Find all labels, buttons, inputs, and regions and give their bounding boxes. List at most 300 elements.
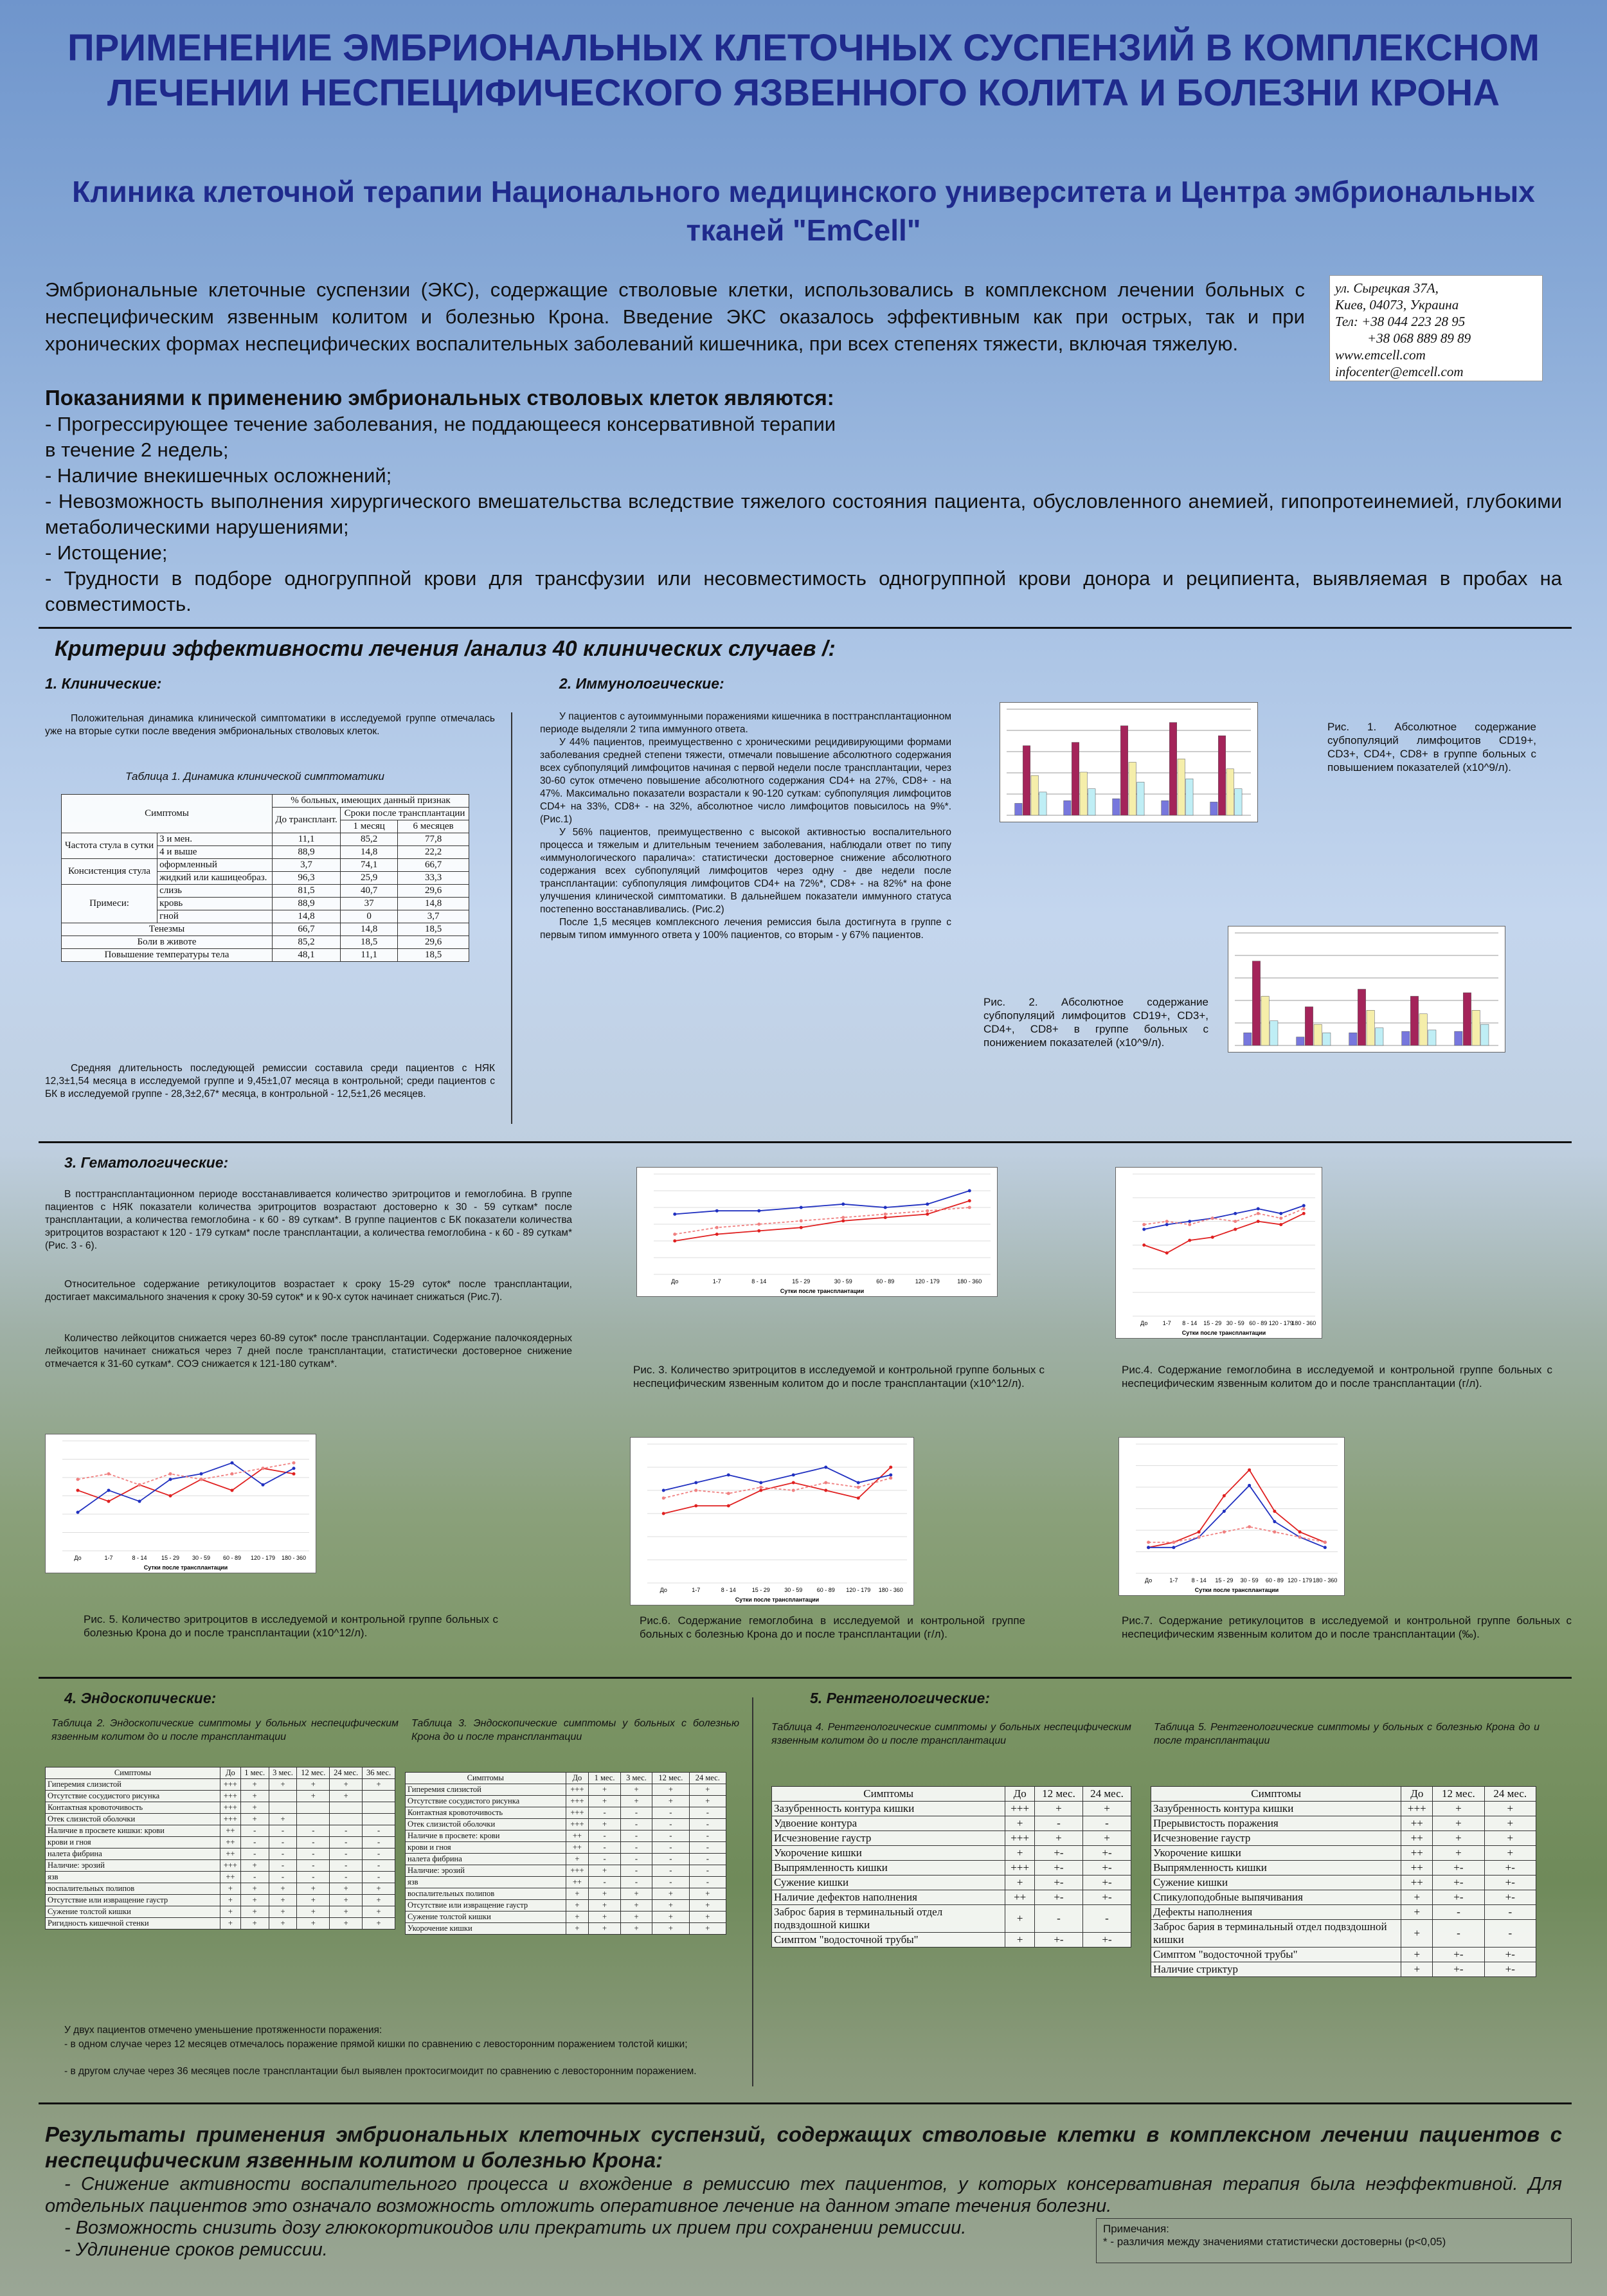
data-point	[1223, 1530, 1226, 1533]
data-point	[727, 1474, 730, 1477]
value-cell: -	[1433, 1920, 1484, 1948]
value-cell: +	[1401, 1948, 1433, 1962]
value-cell: -	[1484, 1920, 1536, 1948]
value-cell: +	[297, 1883, 330, 1895]
x-tick-label: 30 - 59	[1226, 1320, 1244, 1326]
x-tick-label: 180 - 360	[281, 1555, 307, 1561]
bar	[1297, 1037, 1304, 1045]
table-row	[46, 1802, 395, 1814]
value-cell: 66,7	[398, 859, 469, 872]
notes-box	[1096, 2218, 1572, 2263]
symptom-cell: крови и гноя	[406, 1842, 566, 1854]
x-tick-label: 1-7	[1169, 1577, 1178, 1584]
data-point	[1273, 1530, 1276, 1533]
symptom-cell: Выпрямленность кишки	[772, 1861, 1005, 1876]
value-cell: -	[269, 1837, 297, 1849]
table-row	[1151, 1831, 1536, 1846]
indication-item: - Невозможность выполнения хирургического вмешательства вследствие тяжелого состояния пациента, обусловленного анемией, гипопротеинемией, глубокими метаболическими нарушениями;	[45, 490, 1562, 538]
value-cell: +	[1082, 1831, 1131, 1846]
figure-6-line-chart	[630, 1437, 914, 1605]
value-cell: 96,3	[272, 872, 340, 885]
series-line	[675, 1191, 970, 1214]
contact-line: +38 068 889 89 89	[1367, 330, 1471, 346]
value-cell: +++	[220, 1860, 241, 1872]
data-point	[292, 1472, 296, 1476]
value-cell: 37	[341, 898, 398, 910]
value-cell: 81,5	[272, 885, 340, 898]
table-row	[62, 923, 469, 936]
value-cell: +	[269, 1883, 297, 1895]
data-point	[926, 1209, 929, 1213]
data-point	[884, 1213, 887, 1216]
data-point	[824, 1489, 827, 1492]
table-row	[772, 1905, 1131, 1933]
value-cell: +++	[220, 1791, 241, 1802]
value-cell: -	[330, 1872, 363, 1883]
value-cell: +	[1005, 1876, 1035, 1890]
table-header: До	[1005, 1787, 1035, 1802]
symptom-cell: Отсутствие сосудистого рисунка	[46, 1791, 220, 1802]
bar	[1410, 996, 1418, 1045]
table-row	[62, 859, 469, 872]
symptom-cell: Укорочение кишки	[406, 1923, 566, 1935]
value-cell	[363, 1791, 395, 1802]
clinical-footer: Средняя длительность последующей ремиссии составила среди пациентов с НЯК 12,3±1,54 месяца в исследуемой группе и 9,45±1,07 месяца в контрольной; среди пациентов с БК в исследуемой группе - 28,3±2,67* месяца, в контрольной - 12,5±1,26 месяцев.	[45, 1063, 495, 1099]
data-point	[884, 1206, 887, 1209]
value-cell: +	[330, 1779, 363, 1791]
table-row	[772, 1933, 1131, 1948]
symptom-cell: оформленный	[157, 859, 273, 872]
symptom-cell: воспалительных полипов	[406, 1888, 566, 1900]
value-cell: +++	[1005, 1831, 1035, 1846]
bar	[1186, 779, 1193, 815]
contact-line: Киев, 04073, Украина	[1335, 297, 1459, 312]
value-cell: -	[1082, 1816, 1131, 1831]
value-cell: +	[620, 1912, 652, 1923]
value-cell: +++	[220, 1802, 241, 1814]
value-cell	[330, 1802, 363, 1814]
symptom-cell: Сужение толстой кишки	[406, 1912, 566, 1923]
value-cell: +++	[566, 1796, 589, 1807]
x-tick-label: 60 - 89	[222, 1555, 242, 1561]
bar	[1162, 800, 1169, 815]
value-cell: +	[589, 1796, 620, 1807]
value-cell: 18,5	[398, 949, 469, 962]
symptom-cell: Наличие в просвете: крови	[406, 1830, 566, 1842]
immuno-heading: 2. Иммунологические:	[559, 675, 724, 692]
data-point	[76, 1488, 80, 1492]
value-cell: +	[269, 1906, 297, 1918]
value-cell: +	[589, 1819, 620, 1830]
symptom-cell: Удвоение контура	[772, 1816, 1005, 1831]
x-tick-label: 1-7	[692, 1587, 701, 1593]
value-cell: ++	[220, 1872, 241, 1883]
value-cell: ++	[566, 1842, 589, 1854]
table-row	[1151, 1846, 1536, 1861]
series-line	[675, 1201, 970, 1241]
value-cell: +++	[1005, 1802, 1035, 1816]
value-cell: +	[689, 1900, 726, 1912]
table-header: 12 мес.	[1433, 1787, 1484, 1802]
symptom-group: Примеси:	[62, 885, 157, 923]
symptom-cell: Контактная кровоточивость	[406, 1807, 566, 1819]
table-header: 1 мес.	[589, 1773, 620, 1784]
data-point	[857, 1481, 860, 1485]
value-cell: +++	[566, 1784, 589, 1796]
data-point	[1279, 1223, 1282, 1226]
data-point	[792, 1489, 795, 1492]
value-cell: +-	[1082, 1890, 1131, 1905]
value-cell: +-	[1484, 1962, 1536, 1977]
data-point	[138, 1483, 141, 1487]
data-point	[759, 1481, 762, 1485]
x-tick-label: 60 - 89	[1249, 1320, 1268, 1326]
data-point	[1172, 1541, 1175, 1544]
value-cell: 3,7	[272, 859, 340, 872]
table-row	[46, 1791, 395, 1802]
x-tick-label: 180 - 360	[957, 1278, 982, 1285]
x-tick-label: 1-7	[712, 1278, 721, 1285]
value-cell: -	[652, 1865, 689, 1877]
value-cell: +	[1005, 1816, 1035, 1831]
x-tick-label: До	[671, 1278, 679, 1285]
table-row	[1151, 1905, 1536, 1920]
symptom-cell: Гиперемия слизистой	[406, 1784, 566, 1796]
divider	[39, 1677, 1572, 1679]
x-tick-label: 1-7	[104, 1555, 113, 1561]
value-cell: -	[363, 1837, 395, 1849]
table-row	[1151, 1890, 1536, 1905]
value-cell: +	[566, 1854, 589, 1865]
value-cell: +	[269, 1779, 297, 1791]
figure-4-line-chart	[1115, 1167, 1322, 1339]
value-cell: +-	[1082, 1876, 1131, 1890]
value-cell: -	[1484, 1905, 1536, 1920]
data-point	[841, 1216, 845, 1219]
symptom-cell: Укорочение кишки	[1151, 1846, 1401, 1861]
data-point	[200, 1478, 203, 1481]
data-point	[1324, 1541, 1327, 1544]
data-point	[1211, 1236, 1214, 1239]
value-cell: -	[620, 1854, 652, 1865]
data-point	[1257, 1212, 1260, 1215]
data-point	[841, 1219, 845, 1222]
symptom-cell: налета фибрина	[46, 1849, 220, 1860]
table-row	[1151, 1920, 1536, 1948]
symptom-cell: Симптом "водосточной трубы"	[772, 1933, 1005, 1948]
symptom-cell: Укорочение кишки	[772, 1846, 1005, 1861]
value-cell: 25,9	[341, 872, 398, 885]
value-cell: +	[240, 1918, 269, 1930]
poster-subtitle: Клиника клеточной терапии Национального медицинского университета и Центра эмбриональных тканей "EmCell"	[72, 175, 1535, 247]
table-row	[772, 1846, 1131, 1861]
data-point	[1172, 1546, 1175, 1549]
data-point	[1257, 1220, 1260, 1223]
value-cell: +-	[1082, 1933, 1131, 1948]
endo-heading: 4. Эндоскопические:	[64, 1690, 217, 1706]
table-5	[1151, 1786, 1536, 1977]
fig4-caption: Рис.4. Содержание гемоглобина в исследуемой и контрольной группе больных с неспецифическим язвенным колитом до и после трансплантации (г/л).	[1122, 1364, 1552, 1389]
hemato-paragraph: Количество лейкоцитов снижается через 60-89 суток* после трансплантации. Содержание палочкоядерных лейкоцитов начинает снижаться через 7 дней после трансплантации, статистически достоверное снижение отмечается к 31-60 суткам*. СОЭ снижается к 121-180 суткам*.	[45, 1333, 572, 1369]
data-point	[292, 1467, 296, 1470]
bar	[1226, 769, 1234, 815]
intro-text: Эмбриональные клеточные суспензии (ЭКС), содержащие стволовые клетки, использовались в комплексном лечении больных с неспецифическим язвенным колитом и болезнью Крона. Введение ЭКС оказалось эффективным как при острых, так и при хронических формах неспецифических воспалительных заболеваний кишечника, при всех степенях тяжести, включая тяжелую.	[45, 278, 1305, 355]
value-cell: 14,8	[398, 898, 469, 910]
value-cell: +	[589, 1888, 620, 1900]
symptom-cell: Повышение температуры тела	[62, 949, 273, 962]
value-cell: -	[689, 1865, 726, 1877]
value-cell: +	[689, 1796, 726, 1807]
value-cell: +-	[1433, 1962, 1484, 1977]
value-cell: +	[589, 1923, 620, 1935]
value-cell: -	[297, 1825, 330, 1837]
value-cell: +	[220, 1883, 241, 1895]
value-cell: +	[652, 1923, 689, 1935]
table-header: Симптомы	[62, 795, 273, 833]
value-cell	[269, 1791, 297, 1802]
x-axis-label: Сутки после трансплантации	[1194, 1587, 1279, 1593]
bar	[1419, 1014, 1427, 1045]
symptom-cell: 4 и выше	[157, 846, 273, 859]
data-point	[169, 1472, 172, 1476]
poster-title: ПРИМЕНЕНИЕ ЭМБРИОНАЛЬНЫХ КЛЕТОЧНЫХ СУСПЕНЗИЙ В КОМПЛЕКСНОМ ЛЕЧЕНИИ НЕСПЕЦИФИЧЕСКОГО ЯЗВЕННОГО КОЛИТА И БОЛЕЗНИ КРОНА	[67, 27, 1540, 114]
value-cell: 40,7	[341, 885, 398, 898]
symptom-cell: Дефекты наполнения	[1151, 1905, 1401, 1920]
x-tick-label: 15 - 29	[1203, 1320, 1222, 1326]
bar	[1113, 799, 1120, 815]
value-cell: ++	[1401, 1846, 1433, 1861]
endo-footer: У двух пациентов отмечено уменьшение протяженности поражения:	[64, 2025, 382, 2036]
table-row	[1151, 1816, 1536, 1831]
value-cell: +	[689, 1912, 726, 1923]
x-tick-label: 180 - 360	[878, 1587, 903, 1593]
data-point	[800, 1219, 803, 1222]
xray-heading: 5. Рентгенологические:	[810, 1690, 990, 1706]
value-cell: +-	[1433, 1890, 1484, 1905]
x-tick-label: 30 - 59	[784, 1587, 803, 1593]
data-point	[968, 1189, 971, 1193]
table-row	[406, 1877, 726, 1888]
table-header-row	[1151, 1787, 1536, 1802]
endo-footer: - в другом случае через 36 месяцев после трансплантации был выявлен проктосигмоидит по сравнению с левосторонним поражением.	[64, 2066, 697, 2077]
x-tick-label: 120 - 179	[1268, 1320, 1293, 1326]
symptom-cell: жидкий или кашицеобраз.	[157, 872, 273, 885]
data-point	[1257, 1207, 1260, 1211]
symptom-cell: Наличие: эрозий	[406, 1865, 566, 1877]
value-cell: +	[689, 1784, 726, 1796]
value-cell: -	[689, 1807, 726, 1819]
data-point	[715, 1233, 719, 1236]
value-cell: +	[240, 1779, 269, 1791]
series-line	[1149, 1527, 1325, 1542]
data-point	[727, 1492, 730, 1495]
immuno-paragraph: У 44% пациентов, преимущественно с хроническими рецидивирующими формами заболевания средней степени тяжести, отмечали повышение абсолютного содержания всех субпопуляций лимфоцитов начиная с первой недели после трансплантации, через 30-60 суток отмечено повышение абсолютного содержания CD4+ на 27%, CD8+ - на 47%. Максимально показатели возрастали к 90-120 суткам: субпопуляция лимфоцитов CD4+ на 33%, CD8+ - на 32%, абсолютное число лимфоцитов повысилось на 9%*. (Рис.1)	[540, 737, 951, 825]
value-cell: -	[689, 1877, 726, 1888]
table-row	[1151, 1948, 1536, 1962]
bar	[1210, 802, 1217, 815]
table1-caption: Таблица 1. Динамика клинической симптоматики	[125, 770, 384, 782]
value-cell: +	[297, 1779, 330, 1791]
figure-5-line-chart	[45, 1434, 316, 1573]
value-cell: 22,2	[398, 846, 469, 859]
data-point	[857, 1497, 860, 1500]
contact-line: infocenter@emcell.com	[1335, 364, 1464, 379]
fig7-caption: Рис.7. Содержание ретикулоцитов в исследуемой и контрольной группе больных с неспецифическим язвенным колитом до и после трансплантации (‰).	[1122, 1614, 1572, 1640]
value-cell: +	[1433, 1816, 1484, 1831]
symptom-cell: Исчезновение гаустр	[772, 1831, 1005, 1846]
value-cell: +++	[220, 1779, 241, 1791]
bar	[1376, 1028, 1383, 1045]
value-cell: +	[330, 1906, 363, 1918]
bar	[1080, 772, 1087, 815]
value-cell: +	[269, 1814, 297, 1825]
value-cell: +-	[1484, 1876, 1536, 1890]
value-cell: ++	[566, 1830, 589, 1842]
value-cell: +	[1401, 1890, 1433, 1905]
table-header: 3 мес.	[269, 1767, 297, 1779]
value-cell: -	[1433, 1905, 1484, 1920]
table3-caption: Таблица 3. Эндоскопические симптомы у больных с болезнью Крона до и после трансплантации	[411, 1718, 739, 1742]
bar	[1129, 763, 1136, 816]
bar	[1472, 1010, 1480, 1045]
table4-caption: Таблица 4. Рентгенологические симптомы у больных неспецифическим язвенным колитом до и после трансплантации	[771, 1722, 1131, 1746]
data-point	[107, 1472, 111, 1476]
table-header-row	[772, 1787, 1131, 1802]
contact-line: ул. Сырецкая 37А,	[1335, 280, 1439, 296]
value-cell: +-	[1034, 1890, 1082, 1905]
symptom-cell: гной	[157, 910, 273, 923]
bar	[1039, 792, 1046, 815]
bar	[1178, 759, 1185, 815]
value-cell: +	[297, 1906, 330, 1918]
value-cell: 85,2	[341, 833, 398, 846]
value-cell: +	[1401, 1920, 1433, 1948]
table-row	[406, 1854, 726, 1865]
value-cell: -	[620, 1819, 652, 1830]
value-cell: ++	[1401, 1861, 1433, 1876]
data-point	[1248, 1525, 1251, 1528]
immuno-paragraph: После 1,5 месяцев комплексного лечения ремиссия была достигнута в группе с первым типом иммунного ответа у 100% пациентов, со вторым - у 67% пациентов.	[540, 917, 951, 941]
data-point	[1223, 1494, 1226, 1497]
data-point	[889, 1476, 892, 1479]
hemato-heading: 3. Гематологические:	[64, 1154, 229, 1171]
data-point	[889, 1466, 892, 1469]
value-cell: +-	[1484, 1890, 1536, 1905]
table-row	[46, 1872, 395, 1883]
data-point	[889, 1474, 892, 1477]
value-cell: 88,9	[272, 898, 340, 910]
x-tick-label: До	[1145, 1577, 1153, 1584]
value-cell: +	[240, 1860, 269, 1872]
table-row	[46, 1906, 395, 1918]
value-cell: +	[269, 1918, 297, 1930]
value-cell: +	[1005, 1933, 1035, 1948]
note-title: Примечания:	[1103, 2223, 1169, 2235]
table-1	[61, 794, 469, 962]
data-point	[926, 1213, 929, 1216]
table-row	[772, 1861, 1131, 1876]
bar	[1314, 1024, 1322, 1045]
value-cell: +-	[1034, 1933, 1082, 1948]
x-tick-label: До	[1140, 1320, 1148, 1326]
data-point	[1298, 1530, 1302, 1533]
value-cell: -	[652, 1877, 689, 1888]
value-cell: +	[652, 1784, 689, 1796]
data-point	[1142, 1223, 1145, 1226]
value-cell: +	[652, 1900, 689, 1912]
bar	[1088, 789, 1095, 815]
value-cell: -	[1034, 1816, 1082, 1831]
value-cell: -	[363, 1849, 395, 1860]
symptom-cell: Наличие в просвете кишки: крови	[46, 1825, 220, 1837]
bar	[1481, 1024, 1489, 1045]
data-point	[673, 1240, 676, 1243]
table-row	[406, 1784, 726, 1796]
x-tick-label: 120 - 179	[250, 1555, 276, 1561]
data-point	[757, 1223, 760, 1226]
symptom-cell: налета фибрина	[406, 1854, 566, 1865]
divider	[39, 2102, 1572, 2104]
x-tick-label: 120 - 179	[1288, 1577, 1313, 1584]
table-row	[772, 1831, 1131, 1846]
value-cell: +	[297, 1918, 330, 1930]
indications-heading: Показаниями к применению эмбриональных стволовых клеток являются:	[45, 386, 834, 410]
x-tick-label: 120 - 179	[846, 1587, 871, 1593]
bar	[1169, 723, 1176, 815]
value-cell: ++	[1401, 1831, 1433, 1846]
data-point	[824, 1466, 827, 1469]
x-axis-label: Сутки после трансплантации	[780, 1288, 865, 1294]
value-cell: -	[297, 1872, 330, 1883]
value-cell	[297, 1814, 330, 1825]
column-divider	[752, 1697, 753, 2086]
data-point	[757, 1229, 760, 1233]
bar	[1218, 736, 1225, 815]
x-tick-label: 30 - 59	[192, 1555, 211, 1561]
value-cell: -	[652, 1819, 689, 1830]
value-cell: +	[1005, 1905, 1035, 1933]
table-2	[45, 1767, 395, 1930]
bar	[1072, 743, 1079, 815]
value-cell: 48,1	[272, 949, 340, 962]
value-cell: 14,8	[272, 910, 340, 923]
table-header: 24 мес.	[330, 1767, 363, 1779]
data-point	[694, 1481, 697, 1485]
value-cell: +	[689, 1923, 726, 1935]
value-cell: +	[330, 1791, 363, 1802]
value-cell: +	[240, 1906, 269, 1918]
value-cell: 77,8	[398, 833, 469, 846]
symptom-cell: Спикулоподобные выпячивания	[1151, 1890, 1401, 1905]
value-cell: +++	[566, 1807, 589, 1819]
data-point	[968, 1199, 971, 1202]
data-point	[231, 1461, 234, 1465]
data-point	[968, 1206, 971, 1209]
value-cell: +	[566, 1888, 589, 1900]
value-cell: -	[330, 1860, 363, 1872]
value-cell: +	[1082, 1802, 1131, 1816]
table-row	[406, 1888, 726, 1900]
x-tick-label: 8 - 14	[751, 1278, 767, 1285]
table-row	[46, 1837, 395, 1849]
symptom-cell: язв	[46, 1872, 220, 1883]
data-point	[841, 1202, 845, 1206]
value-cell	[330, 1814, 363, 1825]
value-cell: -	[620, 1877, 652, 1888]
value-cell: 14,8	[341, 923, 398, 936]
indication-item: - Трудности в подборе одногруппной крови для трансфузии или несовместимость одногруппной крови донора и реципиента, выявляемая в пробах на совместимость.	[45, 567, 1562, 615]
data-point	[138, 1500, 141, 1503]
